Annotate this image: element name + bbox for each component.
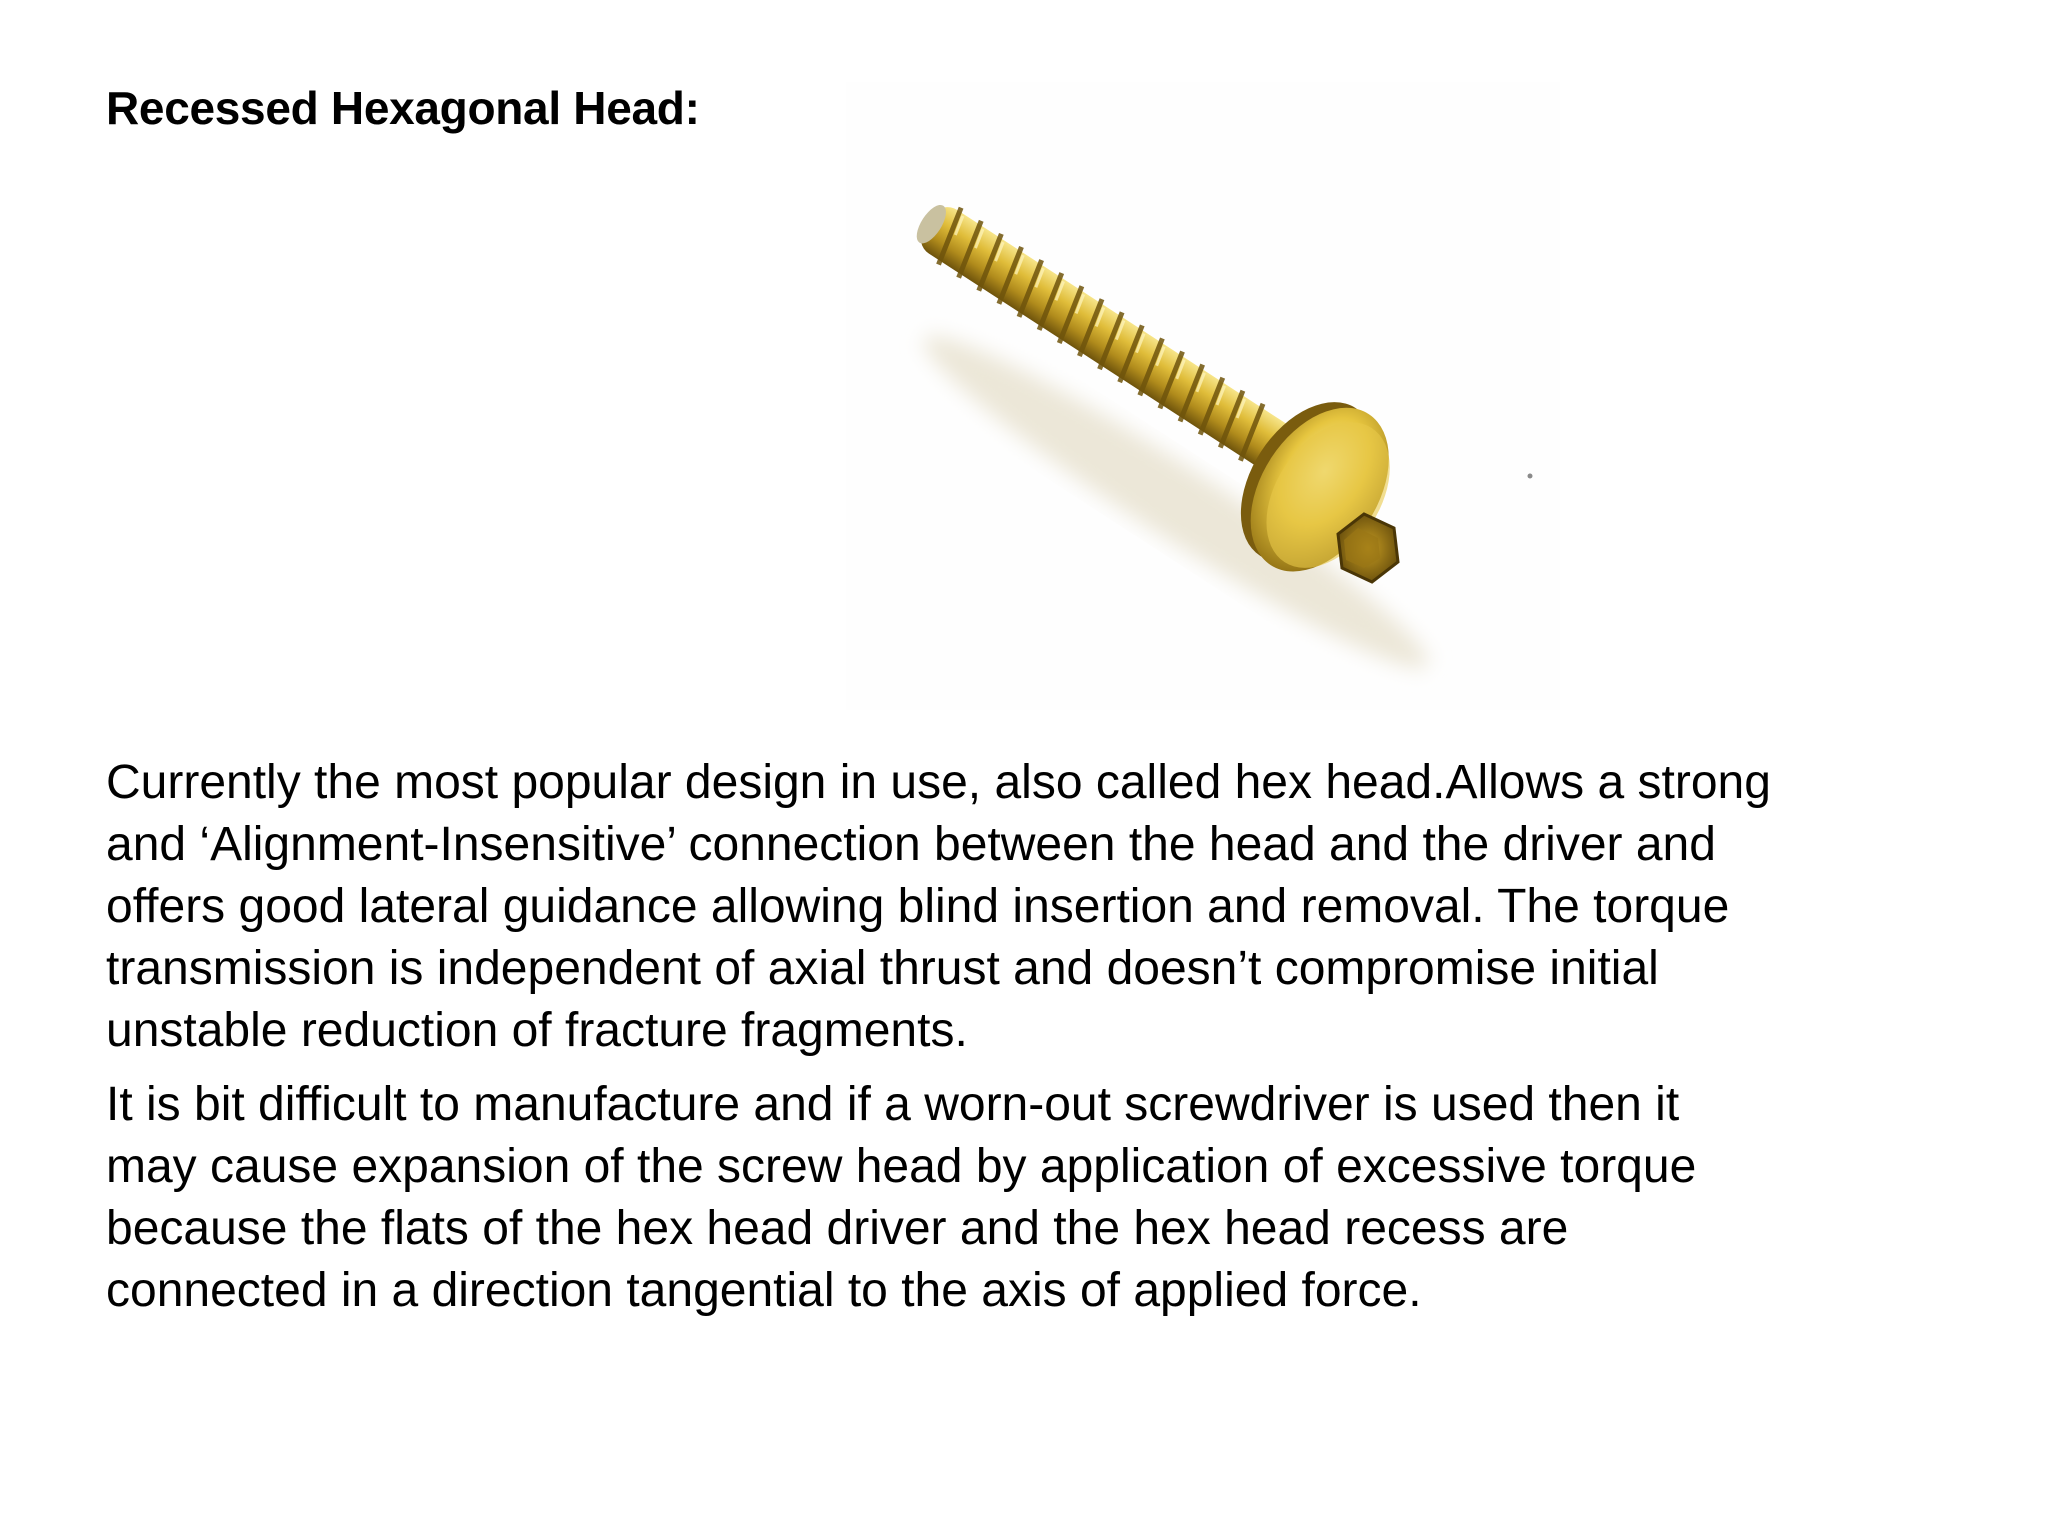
body-text [106,752,1986,1322]
paragraph-drawbacks [106,1074,1986,1322]
paragraph-description [106,752,1986,1062]
text-line: and ‘Alignment-Insensitive’ connection between the head and the driver and [106,818,1716,871]
text-line: may cause expansion of the screw head by application of excessive torque [106,1140,1697,1193]
hex-head-screw-illustration [846,82,1560,710]
text-line: It is bit difficult to manufacture and if a worn-out screwdriver is used then it [106,1078,1680,1131]
text-line: Currently the most popular design in use, also called hex head.Allows a strong [106,756,1771,809]
text-line: offers good lateral guidance allowing blind insertion and removal. The torque [106,880,1730,933]
slide-title: Recessed Hexagonal Head: [106,82,700,134]
screw-photo [846,82,1560,710]
text-line: transmission is independent of axial thrust and doesn’t compromise initial [106,942,1659,995]
text-line: because the flats of the hex head driver and the hex head recess are [106,1202,1569,1255]
text-line: connected in a direction tangential to the axis of applied force. [106,1264,1422,1317]
text-line: unstable reduction of fracture fragments. [106,1004,968,1057]
